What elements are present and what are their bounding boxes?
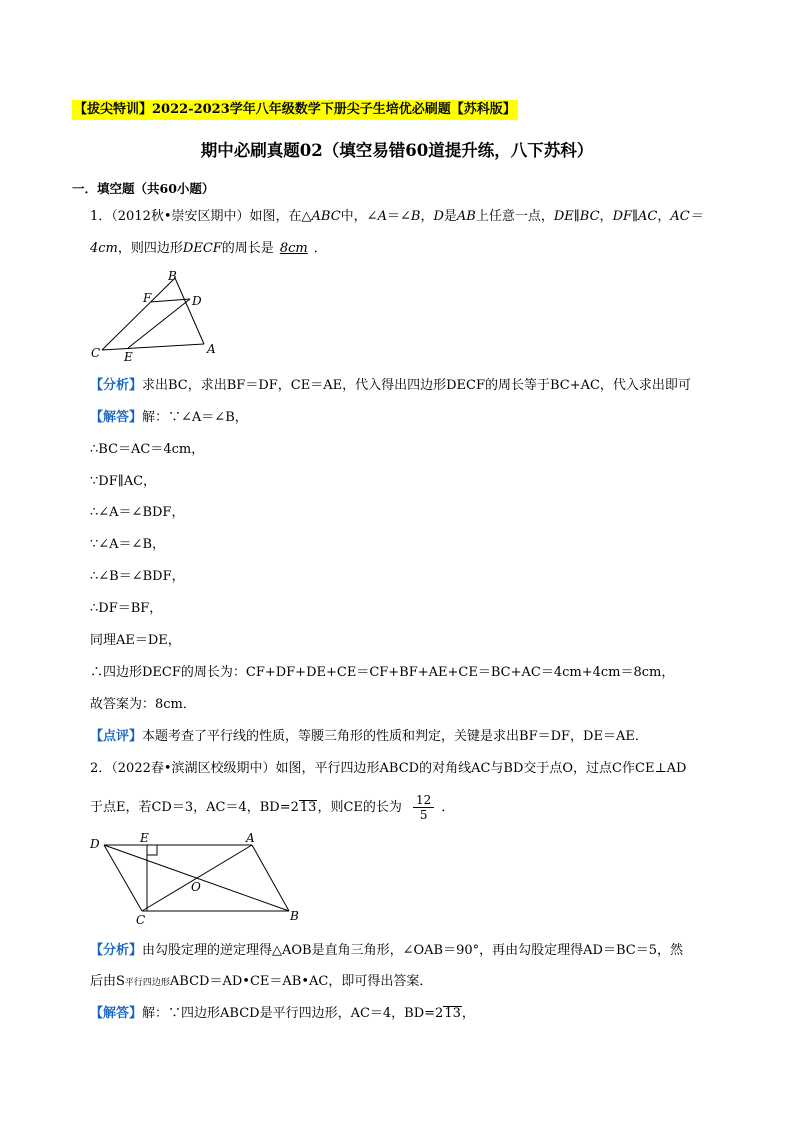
q1-label-f: F — [143, 291, 152, 305]
q1-text: ＝∠ — [386, 209, 411, 224]
q1-label-a: A — [207, 342, 216, 356]
q2-text: 于点E，若CD＝3，AC＝4，BD=2 — [90, 800, 299, 815]
analysis-text: 由勾股定理的逆定理得△AOB是直角三角形，∠OAB＝90°，再由勾股定理得AD＝BC＝5，然 — [142, 943, 683, 958]
solution-text: ， — [461, 1006, 475, 1021]
q1-solution-line: ∴四边形DECF的周长为：CF+DF+DE+CE＝CF+BF+AE+CE＝BC+AC＝4cm+4cm＝8cm， — [90, 665, 675, 680]
q1-text: 上任意一点， — [475, 209, 554, 224]
q1-label-b: B — [168, 269, 177, 283]
q1-text: ， — [420, 209, 434, 224]
q1-var: DE∥BC — [553, 209, 600, 224]
q1-var: DF∥AC — [612, 209, 658, 224]
q1-text: 中，∠ — [340, 209, 378, 224]
comment-tag: 【点评】 — [90, 729, 143, 744]
q2-label-a: A — [246, 831, 255, 845]
q1-solution-line: ∵∠A＝∠B， — [90, 537, 165, 552]
q1-var: D — [433, 209, 444, 224]
analysis-subscript: 平行四边形 — [124, 978, 170, 988]
q1-var: B — [410, 209, 421, 224]
solution-tag: 【解答】 — [90, 1006, 143, 1021]
analysis-text: 求出BC，求出BF＝DF，CE＝AE，代入得出四边形DECF的周长等于BC+AC，代入求出即可 — [142, 378, 691, 393]
header-banner: 【拔尖特训】2022-2023学年八年级数学下册尖子生培优必刷题【苏科版】 — [72, 100, 518, 120]
q2-figure — [88, 828, 318, 928]
q1-triangle: ABC — [311, 209, 341, 224]
analysis-tag: 【分析】 — [90, 378, 143, 393]
q1-text: 的周长是 — [221, 241, 274, 256]
analysis-text: 后由S — [90, 974, 125, 989]
q1-text: ， — [657, 209, 671, 224]
q1-var: AC＝ — [670, 209, 703, 224]
sqrt-radicand: 13 — [299, 800, 317, 815]
q1-var: 4cm — [90, 241, 118, 256]
analysis-text: ABCD＝AD•CE＝AB•AC，即可得出答案． — [169, 974, 433, 989]
q1-solution-line: ∴BC＝AC＝4cm， — [90, 442, 205, 457]
q1-text: ， — [599, 209, 613, 224]
question-number: 1． — [90, 209, 112, 224]
q2-solution-line — [90, 1004, 475, 1024]
question-number: 2． — [90, 761, 112, 776]
q2-text: （2022春•滨湖区校级期中）如图，平行四边形ABCD的对角线AC与BD交于点O，过点C作CE⊥AD — [111, 761, 687, 776]
q1-var: A — [377, 209, 387, 224]
q1-label-e: E — [124, 350, 133, 364]
q1-analysis — [90, 376, 691, 396]
q1-text: ，则四边形 — [117, 241, 183, 256]
analysis-tag: 【分析】 — [90, 943, 143, 958]
q2-answer — [406, 793, 441, 822]
comment-text: 本题考查了平行线的性质，等腰三角形的性质和判定，关键是求出BF＝DF，DE＝AE． — [142, 729, 648, 744]
q1-solution-line: 同理AE＝DE， — [90, 633, 181, 648]
q2-answer-fraction — [413, 793, 434, 822]
q2-stem-line2 — [90, 793, 454, 822]
q2-stem-line1 — [90, 759, 686, 779]
q1-solution-line: ∵DF∥AC， — [90, 474, 157, 489]
section-heading: 一．填空题（共60小题） — [72, 181, 215, 196]
q1-text: ． — [313, 241, 327, 256]
q1-solution-line: ∴∠B＝∠BDF， — [90, 569, 185, 584]
q1-solution-line — [90, 408, 248, 428]
sqrt-radicand: 13 — [444, 1006, 461, 1021]
fraction-numerator: 12 — [413, 793, 434, 808]
q2-text: ． — [441, 800, 455, 815]
q2-label-d: D — [90, 837, 100, 851]
q2-text: ，则CE的长为 — [317, 800, 402, 815]
q2-analysis-line2 — [90, 972, 432, 993]
q1-stem-line1 — [90, 207, 703, 227]
q1-var: AB — [456, 209, 476, 224]
q1-source: （2012秋•崇安区期中）如图，在△ — [111, 209, 312, 224]
q1-solution-line: ∴∠A＝∠BDF， — [90, 505, 185, 520]
q1-label-c: C — [91, 346, 101, 360]
q1-figure — [88, 268, 228, 364]
q1-solution-line: 故答案为：8cm． — [90, 697, 196, 712]
solution-text: 解：∵四边形ABCD是平行四边形，AC＝4，BD=2 — [142, 1006, 444, 1021]
q2-label-c: C — [136, 913, 146, 927]
q1-comment — [90, 727, 648, 747]
q1-answer: 8cm — [279, 241, 308, 256]
q2-label-o: O — [191, 880, 201, 894]
q1-label-d: D — [192, 294, 202, 308]
q1-solution-line: ∴DF＝BF， — [90, 601, 163, 616]
q1-text: 是 — [443, 209, 457, 224]
q1-stem-line2 — [90, 239, 327, 259]
fraction-denominator: 5 — [419, 808, 428, 822]
solution-tag: 【解答】 — [90, 410, 143, 425]
q1-var: DECF — [182, 241, 222, 256]
q2-label-e: E — [140, 831, 149, 845]
q2-analysis-line1 — [90, 941, 683, 961]
page-title: 期中必刷真题02（填空易错60道提升练，八下苏科） — [200, 141, 594, 160]
solution-text: 解：∵∠A＝∠B， — [142, 410, 248, 425]
q2-label-b: B — [290, 909, 299, 923]
